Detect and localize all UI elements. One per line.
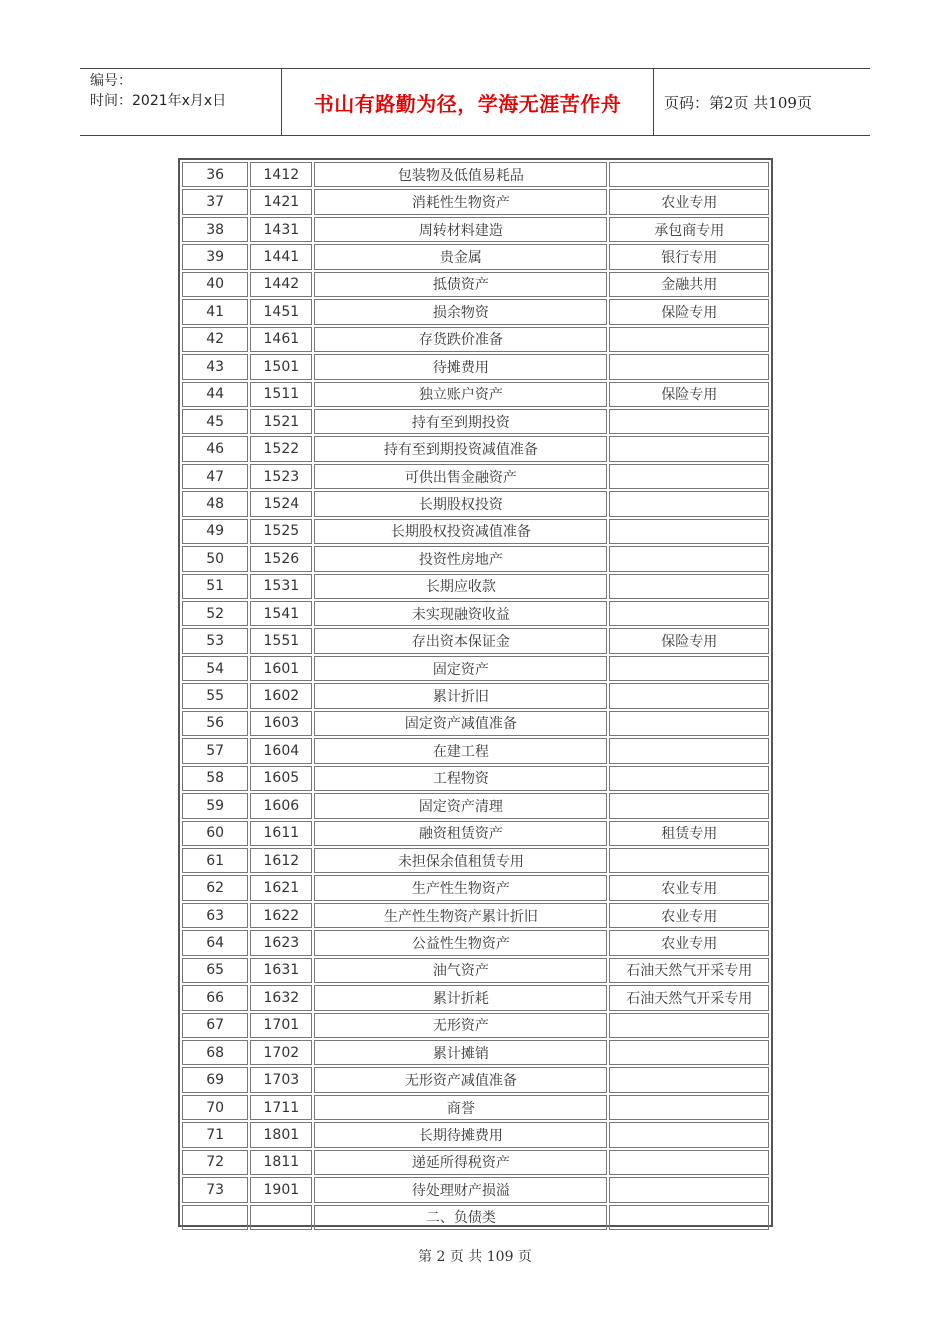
row-number-cell: 60 [182, 821, 248, 846]
table-row [182, 299, 769, 324]
account-note-cell [609, 601, 769, 626]
account-name-cell: 在建工程 [314, 738, 607, 763]
account-code-cell: 1551 [250, 628, 312, 653]
account-code-cell: 1531 [250, 574, 312, 599]
account-name-cell: 生产性生物资产累计折旧 [314, 903, 607, 928]
account-note-cell: 承包商专用 [609, 217, 769, 242]
account-note-cell [609, 1177, 769, 1202]
table-row [182, 574, 769, 599]
table-row [182, 464, 769, 489]
account-name-cell: 周转材料建造 [314, 217, 607, 242]
account-note-cell [609, 409, 769, 434]
account-note-cell [609, 766, 769, 791]
account-name-cell: 未实现融资收益 [314, 601, 607, 626]
account-note-cell [609, 1040, 769, 1065]
account-note-cell: 保险专用 [609, 299, 769, 324]
account-note-cell [609, 519, 769, 544]
account-note-cell: 银行专用 [609, 244, 769, 269]
account-note-cell [609, 1205, 769, 1230]
account-name-cell: 待摊费用 [314, 354, 607, 379]
account-note-cell [609, 162, 769, 187]
account-note-cell [609, 491, 769, 516]
header-motto: 书山有路勤为径，学海无涯苦作舟 [282, 69, 654, 135]
account-code-cell: 1412 [250, 162, 312, 187]
table-row [182, 162, 769, 187]
number-label: 编号： [90, 73, 132, 89]
account-code-cell [250, 1205, 312, 1230]
account-note-cell [609, 738, 769, 763]
account-name-cell: 待处理财产损溢 [314, 1177, 607, 1202]
account-code-cell: 1811 [250, 1150, 312, 1175]
row-number-cell: 41 [182, 299, 248, 324]
row-number-cell: 42 [182, 327, 248, 352]
account-note-cell [609, 436, 769, 461]
account-note-cell [609, 656, 769, 681]
account-name-cell: 存货跌价准备 [314, 327, 607, 352]
account-note-cell [609, 793, 769, 818]
row-number-cell [182, 1205, 248, 1230]
table-row [182, 793, 769, 818]
table-row [182, 821, 769, 846]
account-note-cell: 农业专用 [609, 189, 769, 214]
account-code-cell: 1526 [250, 546, 312, 571]
account-note-cell [609, 354, 769, 379]
row-number-cell: 55 [182, 683, 248, 708]
table-row [182, 628, 769, 653]
account-note-cell [609, 1150, 769, 1175]
row-number-cell: 67 [182, 1013, 248, 1038]
account-note-cell [609, 327, 769, 352]
page-footer [0, 1246, 950, 1266]
table-row [182, 766, 769, 791]
row-number-cell: 46 [182, 436, 248, 461]
account-name-cell: 投资性房地产 [314, 546, 607, 571]
account-name-cell: 长期股权投资 [314, 491, 607, 516]
time-label: 时间：2021年x月x日 [90, 93, 227, 109]
account-code-cell: 1501 [250, 354, 312, 379]
account-code-cell: 1612 [250, 848, 312, 873]
account-name-cell: 油气资产 [314, 958, 607, 983]
account-name-cell: 累计折耗 [314, 985, 607, 1010]
account-name-cell: 贵金属 [314, 244, 607, 269]
table-row [182, 958, 769, 983]
row-number-cell: 56 [182, 711, 248, 736]
account-name-cell: 固定资产清理 [314, 793, 607, 818]
table-row [182, 436, 769, 461]
accounts-table-frame [178, 158, 773, 1227]
row-number-cell: 43 [182, 354, 248, 379]
account-note-cell: 石油天然气开采专用 [609, 985, 769, 1010]
row-number-cell: 65 [182, 958, 248, 983]
account-name-cell: 融资租赁资产 [314, 821, 607, 846]
table-row [182, 189, 769, 214]
account-name-cell: 累计摊销 [314, 1040, 607, 1065]
header-page-label: 页码：第2页 共109页 [664, 93, 812, 112]
account-code-cell: 1632 [250, 985, 312, 1010]
table-row [182, 738, 769, 763]
row-number-cell: 73 [182, 1177, 248, 1202]
account-name-cell: 持有至到期投资减值准备 [314, 436, 607, 461]
row-number-cell: 57 [182, 738, 248, 763]
table-row [182, 1205, 769, 1230]
account-note-cell: 金融共用 [609, 272, 769, 297]
row-number-cell: 37 [182, 189, 248, 214]
row-number-cell: 54 [182, 656, 248, 681]
account-name-cell: 长期应收款 [314, 574, 607, 599]
header-meta [80, 69, 282, 135]
account-note-cell [609, 1122, 769, 1147]
account-note-cell [609, 683, 769, 708]
row-number-cell: 72 [182, 1150, 248, 1175]
account-code-cell: 1621 [250, 875, 312, 900]
account-name-cell: 固定资产减值准备 [314, 711, 607, 736]
row-number-cell: 44 [182, 382, 248, 407]
account-note-cell [609, 848, 769, 873]
table-row [182, 875, 769, 900]
account-code-cell: 1523 [250, 464, 312, 489]
account-name-cell: 累计折旧 [314, 683, 607, 708]
account-note-cell: 保险专用 [609, 628, 769, 653]
account-name-cell: 抵债资产 [314, 272, 607, 297]
row-number-cell: 45 [182, 409, 248, 434]
account-code-cell: 1901 [250, 1177, 312, 1202]
account-note-cell [609, 574, 769, 599]
row-number-cell: 49 [182, 519, 248, 544]
account-code-cell: 1541 [250, 601, 312, 626]
row-number-cell: 38 [182, 217, 248, 242]
account-note-cell [609, 464, 769, 489]
table-row [182, 382, 769, 407]
account-name-cell: 损余物资 [314, 299, 607, 324]
table-row [182, 683, 769, 708]
row-number-cell: 70 [182, 1095, 248, 1120]
table-row [182, 656, 769, 681]
account-code-cell: 1461 [250, 327, 312, 352]
account-code-cell: 1622 [250, 903, 312, 928]
row-number-cell: 61 [182, 848, 248, 873]
account-name-cell: 固定资产 [314, 656, 607, 681]
row-number-cell: 50 [182, 546, 248, 571]
account-code-cell: 1605 [250, 766, 312, 791]
account-name-cell: 包装物及低值易耗品 [314, 162, 607, 187]
account-code-cell: 1711 [250, 1095, 312, 1120]
account-code-cell: 1421 [250, 189, 312, 214]
table-row [182, 217, 769, 242]
account-name-cell: 递延所得税资产 [314, 1150, 607, 1175]
account-name-cell: 存出资本保证金 [314, 628, 607, 653]
row-number-cell: 59 [182, 793, 248, 818]
account-name-cell: 无形资产减值准备 [314, 1067, 607, 1092]
table-row [182, 272, 769, 297]
account-code-cell: 1431 [250, 217, 312, 242]
account-name-cell: 商誉 [314, 1095, 607, 1120]
account-name-cell: 持有至到期投资 [314, 409, 607, 434]
page-header [80, 68, 870, 136]
table-row [182, 491, 769, 516]
table-row [182, 848, 769, 873]
row-number-cell: 51 [182, 574, 248, 599]
table-row [182, 930, 769, 955]
row-number-cell: 52 [182, 601, 248, 626]
account-code-cell: 1703 [250, 1067, 312, 1092]
account-note-cell: 农业专用 [609, 875, 769, 900]
table-row [182, 985, 769, 1010]
account-note-cell: 保险专用 [609, 382, 769, 407]
table-row [182, 354, 769, 379]
account-name-cell: 长期待摊费用 [314, 1122, 607, 1147]
table-row [182, 1067, 769, 1092]
table-row [182, 1122, 769, 1147]
account-note-cell: 租赁专用 [609, 821, 769, 846]
footer-page-text: 第 2 页 共 109 页 [418, 1249, 532, 1265]
account-code-cell: 1442 [250, 272, 312, 297]
account-note-cell [609, 711, 769, 736]
row-number-cell: 36 [182, 162, 248, 187]
account-code-cell: 1631 [250, 958, 312, 983]
account-name-cell: 二、负债类 [314, 1205, 607, 1230]
account-code-cell: 1603 [250, 711, 312, 736]
account-note-cell [609, 1013, 769, 1038]
account-name-cell: 工程物资 [314, 766, 607, 791]
account-code-cell: 1611 [250, 821, 312, 846]
table-row [182, 546, 769, 571]
account-code-cell: 1524 [250, 491, 312, 516]
table-row [182, 409, 769, 434]
account-code-cell: 1522 [250, 436, 312, 461]
accounts-table [180, 160, 771, 1232]
account-code-cell: 1606 [250, 793, 312, 818]
row-number-cell: 48 [182, 491, 248, 516]
table-row [182, 519, 769, 544]
account-note-cell: 石油天然气开采专用 [609, 958, 769, 983]
table-row [182, 1177, 769, 1202]
row-number-cell: 62 [182, 875, 248, 900]
row-number-cell: 39 [182, 244, 248, 269]
account-code-cell: 1525 [250, 519, 312, 544]
account-code-cell: 1604 [250, 738, 312, 763]
table-row [182, 601, 769, 626]
row-number-cell: 68 [182, 1040, 248, 1065]
table-row [182, 711, 769, 736]
account-code-cell: 1623 [250, 930, 312, 955]
table-row [182, 1040, 769, 1065]
row-number-cell: 69 [182, 1067, 248, 1092]
account-code-cell: 1511 [250, 382, 312, 407]
account-code-cell: 1521 [250, 409, 312, 434]
accounts-table-body [182, 162, 769, 1230]
row-number-cell: 58 [182, 766, 248, 791]
table-row [182, 903, 769, 928]
account-note-cell [609, 1067, 769, 1092]
row-number-cell: 63 [182, 903, 248, 928]
account-code-cell: 1702 [250, 1040, 312, 1065]
account-name-cell: 公益性生物资产 [314, 930, 607, 955]
table-row [182, 1013, 769, 1038]
account-name-cell: 长期股权投资减值准备 [314, 519, 607, 544]
table-row [182, 1150, 769, 1175]
account-note-cell [609, 1095, 769, 1120]
account-name-cell: 生产性生物资产 [314, 875, 607, 900]
account-name-cell: 独立账户资产 [314, 382, 607, 407]
table-row [182, 327, 769, 352]
row-number-cell: 40 [182, 272, 248, 297]
table-row [182, 244, 769, 269]
account-note-cell: 农业专用 [609, 903, 769, 928]
account-code-cell: 1602 [250, 683, 312, 708]
account-note-cell [609, 546, 769, 571]
row-number-cell: 64 [182, 930, 248, 955]
account-name-cell: 无形资产 [314, 1013, 607, 1038]
account-code-cell: 1601 [250, 656, 312, 681]
account-name-cell: 可供出售金融资产 [314, 464, 607, 489]
row-number-cell: 53 [182, 628, 248, 653]
row-number-cell: 66 [182, 985, 248, 1010]
account-code-cell: 1701 [250, 1013, 312, 1038]
row-number-cell: 47 [182, 464, 248, 489]
account-code-cell: 1451 [250, 299, 312, 324]
account-code-cell: 1801 [250, 1122, 312, 1147]
account-code-cell: 1441 [250, 244, 312, 269]
account-note-cell: 农业专用 [609, 930, 769, 955]
table-row [182, 1095, 769, 1120]
row-number-cell: 71 [182, 1122, 248, 1147]
account-name-cell: 消耗性生物资产 [314, 189, 607, 214]
account-name-cell: 未担保余值租赁专用 [314, 848, 607, 873]
